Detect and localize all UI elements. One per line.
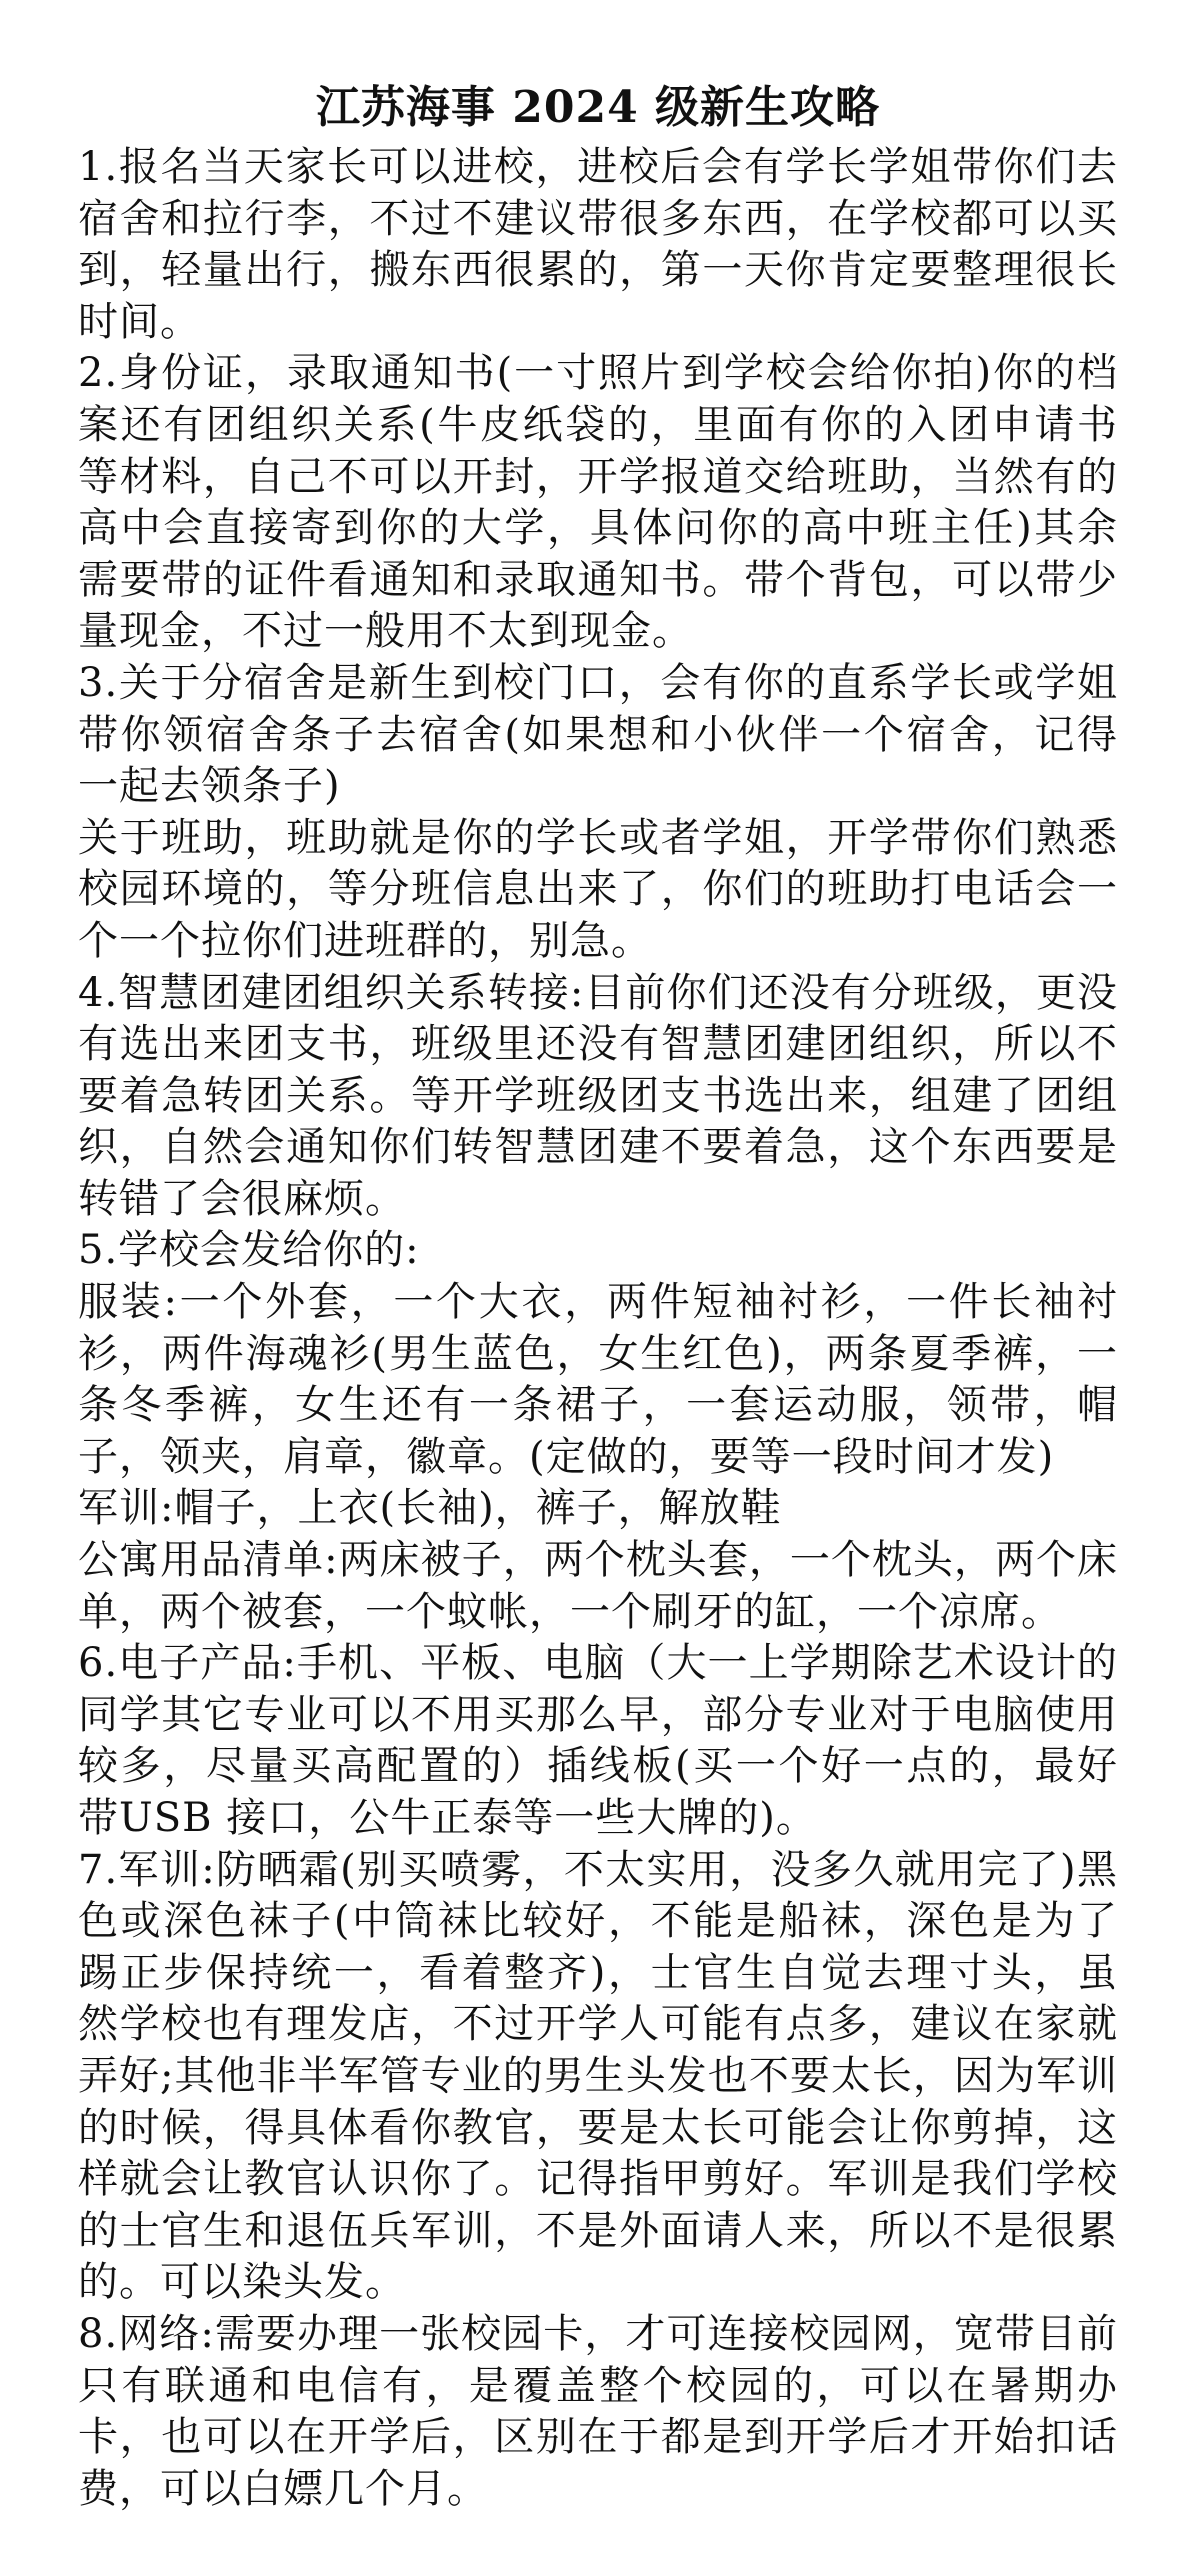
paragraph-class-assistant: 关于班助，班助就是你的学长或者学姐，开学带你们熟悉校园环境的，等分班信息出来了，你们的班助打电话会一个一个拉你们进班群的，别急。 [78,814,1118,964]
page-title: 江苏海事 2024 级新生攻略 [315,82,881,133]
paragraph-network: 8.网络:需要办理一张校园卡，才可连接校园网，宽带目前只有联通和电信有，是覆盖整个校园的，可以在暑期办卡，也可以在开学后，区别在于都是到开学后才开始扣话费，可以白嫖几个月。 [78,2310,1118,2512]
paragraph-documents: 2.身份证，录取通知书(一寸照片到学校会给你拍)你的档案还有团组织关系(牛皮纸袋的，里面有你的入团申请书等材料，自己不可以开封，开学报道交给班助，当然有的高中会直接寄到你的大学，具体问你的高中班主任)其余需要带的证件看通知和录取通知书。带个背包，可以带少量现金，不过一般用不太到现金。 [78,350,1118,655]
paragraph-dorm-supplies: 公寓用品清单:两床被子，两个枕头套，一个枕头，两个床单，两个被套，一个蚊帐，一个刷牙的缸，一个凉席。 [78,1537,1118,1635]
paragraph-clothing: 服装:一个外套，一个大衣，两件短袖衬衫，一件长袖衬衫，两件海魂衫(男生蓝色，女生红色)，两条夏季裤，一条冬季裤，女生还有一条裙子，一套运动服，领带，帽子，领夹，肩章，徽章。(定做的，要等一段时间才发) [78,1279,1118,1480]
paragraph-registration-day: 1.报名当天家长可以进校，进校后会有学长学姐带你们去宿舍和拉行李，不过不建议带很多东西，在学校都可以买到，轻量出行，搬东西很累的，第一天你肯定要整理很长时间。 [78,144,1118,345]
paragraph-military-gear: 军训:帽子，上衣(长袖)，裤子，解放鞋 [78,1485,782,1532]
paragraph-military-training: 7.军训:防晒霜(别买喷雾，不太实用，没多久就用完了)黑色或深色袜子(中筒袜比较好，不能是船袜，深色是为了踢正步保持统一，看着整齐)，士官生自觉去理寸头，虽然学校也有理发店，不过开学人可能有点多，建议在家就弄好;其他非半军管专业的男生头发也不要太长，因为军训的时候，得具体看你教官，要是太长可能会让你剪掉，这样就会让教官认识你了。记得指甲剪好。军训是我们学校的士官生和退伍兵军训，不是外面请人来，所以不是很累的。可以染头发。 [78,1846,1118,2306]
paragraph-dormitory: 3.关于分宿舍是新生到校门口，会有你的直系学长或学姐带你领宿舍条子去宿舍(如果想和小伙伴一个宿舍，记得一起去领条子) [78,659,1118,810]
paragraph-school-issued: 5.学校会发给你的: [78,1227,420,1274]
paragraph-electronics: 6.电子产品:手机、平板、电脑（大一上学期除艺术设计的同学其它专业可以不用买那么早，部分专业对于电脑使用较多，尽量买高配置的）插线板(买一个好一点的，最好带USB 接口，公牛正泰等一些大牌的)。 [78,1640,1118,1841]
document [78,80,1118,2515]
paragraph-league-transfer: 4.智慧团建团组织关系转接:目前你们还没有分班级，更没有选出来团支书，班级里还没有智慧团建团组织，所以不要着急转团关系。等开学班级团支书选出来，组建了团组织，自然会通知你们转智慧团建不要着急，这个东西要是转错了会很麻烦。 [78,969,1118,1222]
